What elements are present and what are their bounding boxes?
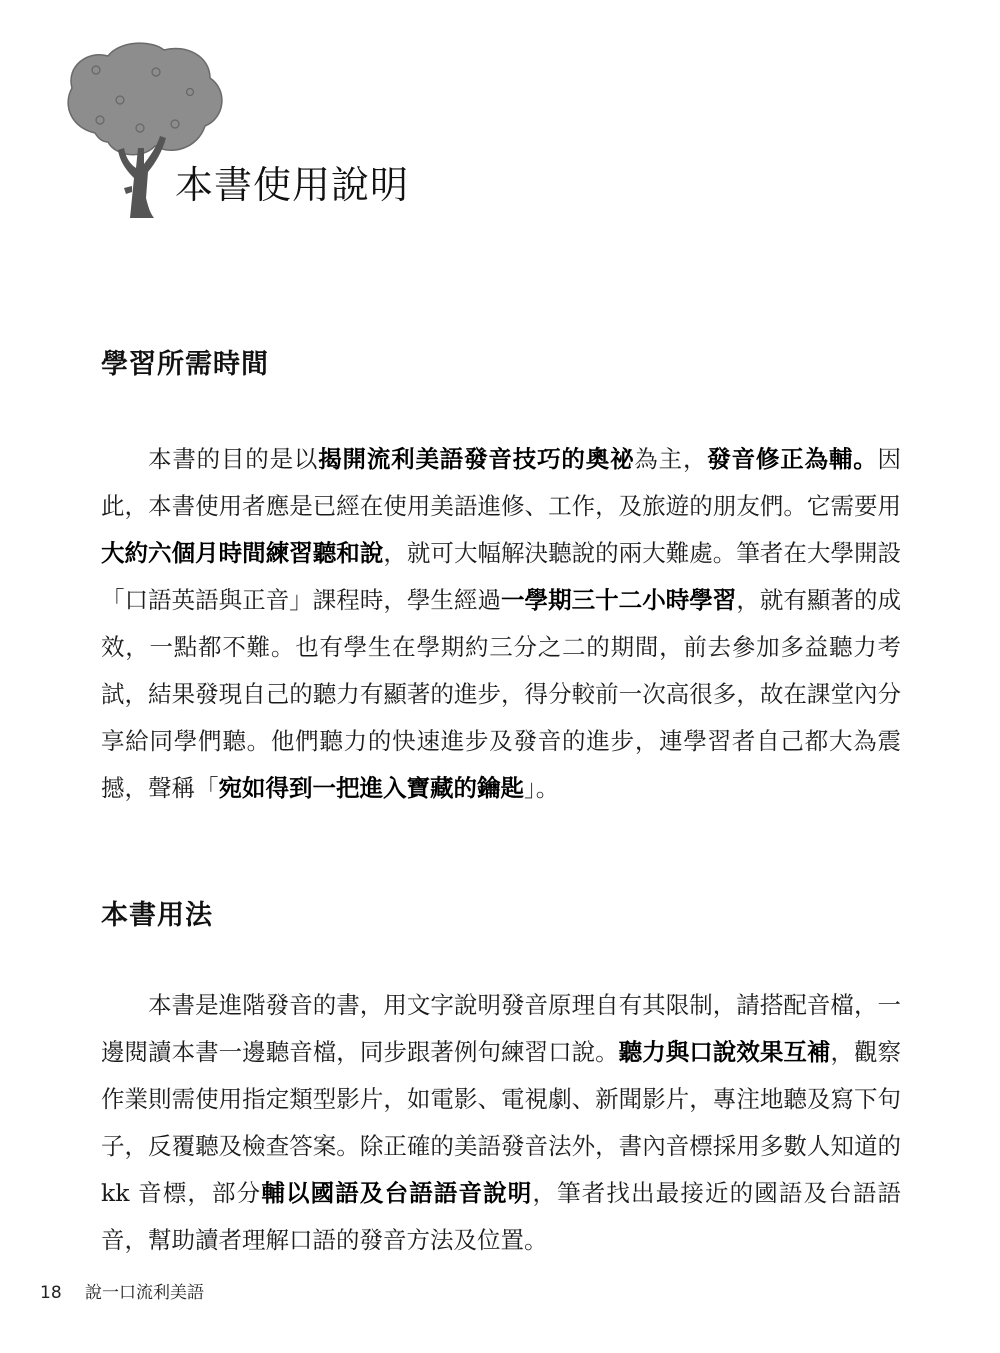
body-text: 」。 [524, 774, 560, 802]
tree-canopy [68, 43, 222, 155]
page-number: 18 [40, 1283, 62, 1303]
section-heading-study-time: 學習所需時間 [101, 349, 269, 380]
emphasized-text: 大約六個月時間練習聽和說 [101, 539, 384, 567]
emphasized-text: 宛如得到一把進入寶藏的鑰匙 [218, 774, 524, 802]
body-text: ，就可大幅解決聽說的兩大難處。筆者在大學開設「口語英語與正音」課程時，學生經過 [101, 539, 902, 614]
section-heading-usage: 本書用法 [101, 900, 213, 931]
body-text: ，觀察作業則需使用指定類型影片，如電影、電視劇、新聞影片，專注地聽及寫下句子，反覆聽及檢查答案。除正確的美語發音法外，書內音標採用多數人知道的 kk 音標，部分 [101, 1038, 902, 1207]
page-title: 本書使用說明 [175, 163, 410, 207]
emphasized-text: 聽力與口說效果互補 [618, 1038, 831, 1066]
body-text: 本書的目的是以 [148, 445, 319, 473]
body-text: ，筆者找出最接近的國語及台語語音，幫助讀者理解口語的發音方法及位置。 [101, 1179, 902, 1254]
body-text: ，就有顯著的成效，一點都不難。也有學生在學期約三分之二的期間，前去參加多益聽力考試，結果發現自己的聽力有顯著的進步，得分較前一次高很多，故在課堂內分享給同學們聽。他們聽力的快速進步及發音的進步，連學習者自己都大為震撼，聲稱「 [101, 586, 902, 802]
tree-branch-stub [124, 186, 132, 194]
body-text: 因此，本書使用者應是 [101, 445, 902, 520]
body-text: 已經在使用美語進修、工作，及旅遊的朋友們。 [312, 492, 807, 520]
body-text: 為主， [634, 445, 708, 473]
section-body-usage [101, 982, 901, 1264]
emphasized-text: 發音修正為輔。 [707, 445, 878, 473]
emphasized-text: 揭開流利美語發音技巧的奧祕 [318, 445, 635, 473]
section-body-study-time [101, 436, 901, 812]
page-footer [40, 1281, 204, 1305]
emphasized-text: 一學期三十二小時學習 [501, 586, 737, 614]
body-text: 本書是進階發音的書，用文字說明發音原理自有其限制，請搭配音檔，一邊閱讀本書一邊聽音檔，同步跟著例句練習口說。 [101, 991, 901, 1066]
body-text: 它需要用 [806, 492, 902, 520]
emphasized-text: 輔以國語及台語語音說明 [261, 1179, 533, 1207]
book-title: 說一口流利美語 [85, 1283, 205, 1303]
